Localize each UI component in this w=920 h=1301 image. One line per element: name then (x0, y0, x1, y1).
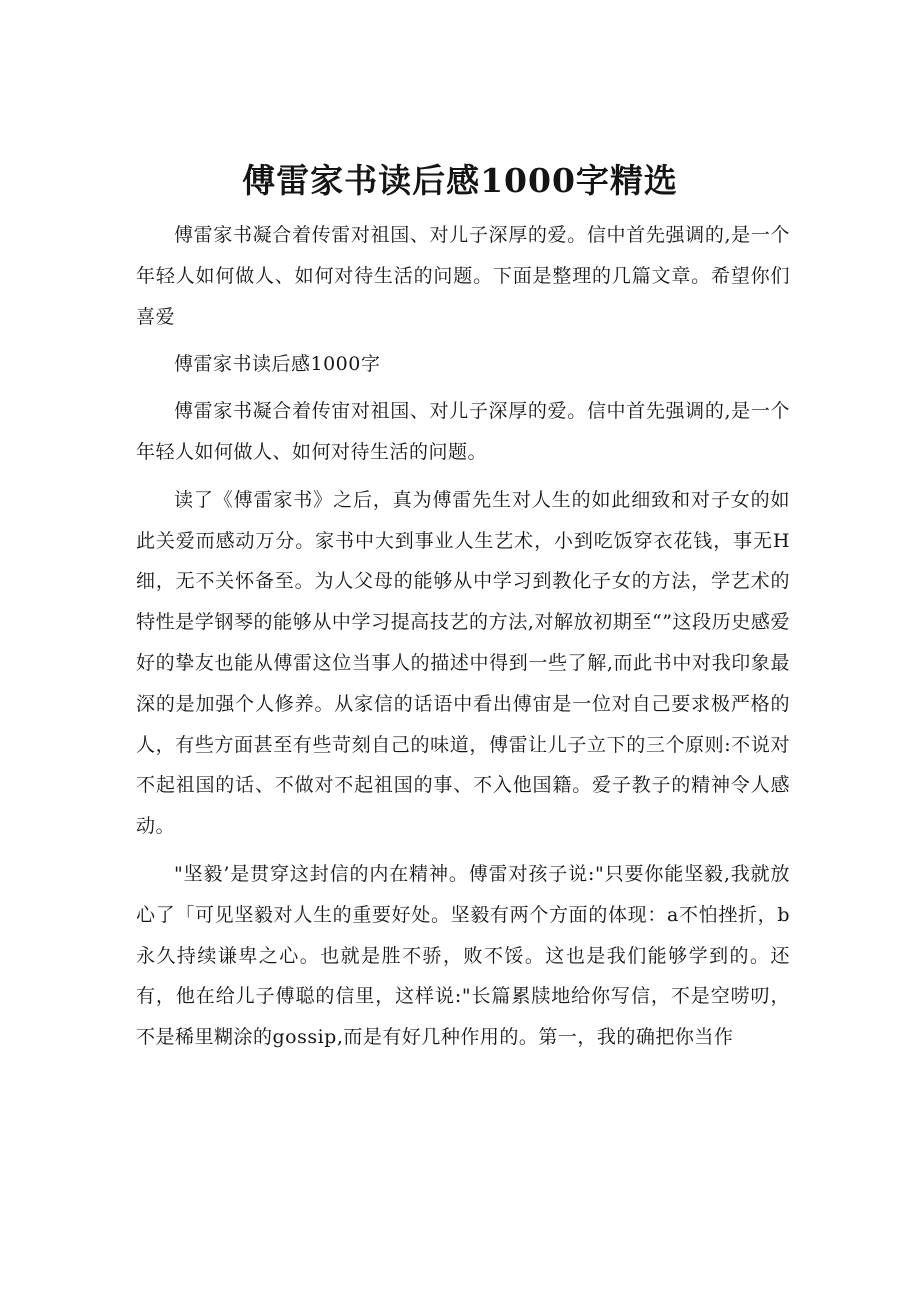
document-body (136, 215, 790, 1065)
document-title: 傅雷家书读后感1000字精选 (242, 161, 678, 201)
section-heading: 傅雷家书读后感1000字 (174, 353, 381, 376)
body-paragraph: 读了《傅雷家书》之后，真为傅雷先生对人生的如此细致和对子女的如此关爱而感动万分。家书中大到事业人生艺术，小到吃饭穿衣花钱，事无H细，无不关怀备至。为人父母的能够从中学习到教化子女的方法，学艺术的特性是学钢琴的能够从中学习提高技艺的方法,对解放初期至“”这段历史感爱好的挚友也能从傅雷这位当事人的描述中得到一些了解,而此书中对我印象最深的是加强个人修养。从家信的话语中看出傅宙是一位对自己要求极严格的人，有些方面甚至有些苛刻自己的味道，傅雷让儿子立下的三个原则:不说对不起祖国的话、不做对不起祖国的事、不入他国籍。爱子教子的精神令人感动。 (136, 488, 790, 838)
body-paragraph: 傅雷家书凝合着传宙对祖国、对儿子深厚的爱。信中首先强调的,是一个年轻人如何做人、如何对待生活的问题。 (136, 400, 790, 463)
intro-paragraph: 傅雷家书凝合着传雷对祖国、对儿子深厚的爱。信中首先强调的,是一个年轻人如何做人、如何对待生活的问题。下面是整理的几篇文章。希望你们喜爱 (136, 224, 790, 328)
body-paragraph: "坚毅’是贯穿这封信的内在精神。傅雷对孩子说:"只要你能坚毅,我就放心了「可见坚毅对人生的重要好处。坚毅有两个方面的体现：a不怕挫折，b永久持续谦卑之心。也就是胜不骄，败不馁。这也是我们能够学到的。还有，他在给儿子傅聪的信里，这样说:"长篇累牍地给你写信，不是空唠叨，不是稀里糊涂的gossip,而是有好几种作用的。第一，我的确把你当作 (136, 862, 790, 1049)
